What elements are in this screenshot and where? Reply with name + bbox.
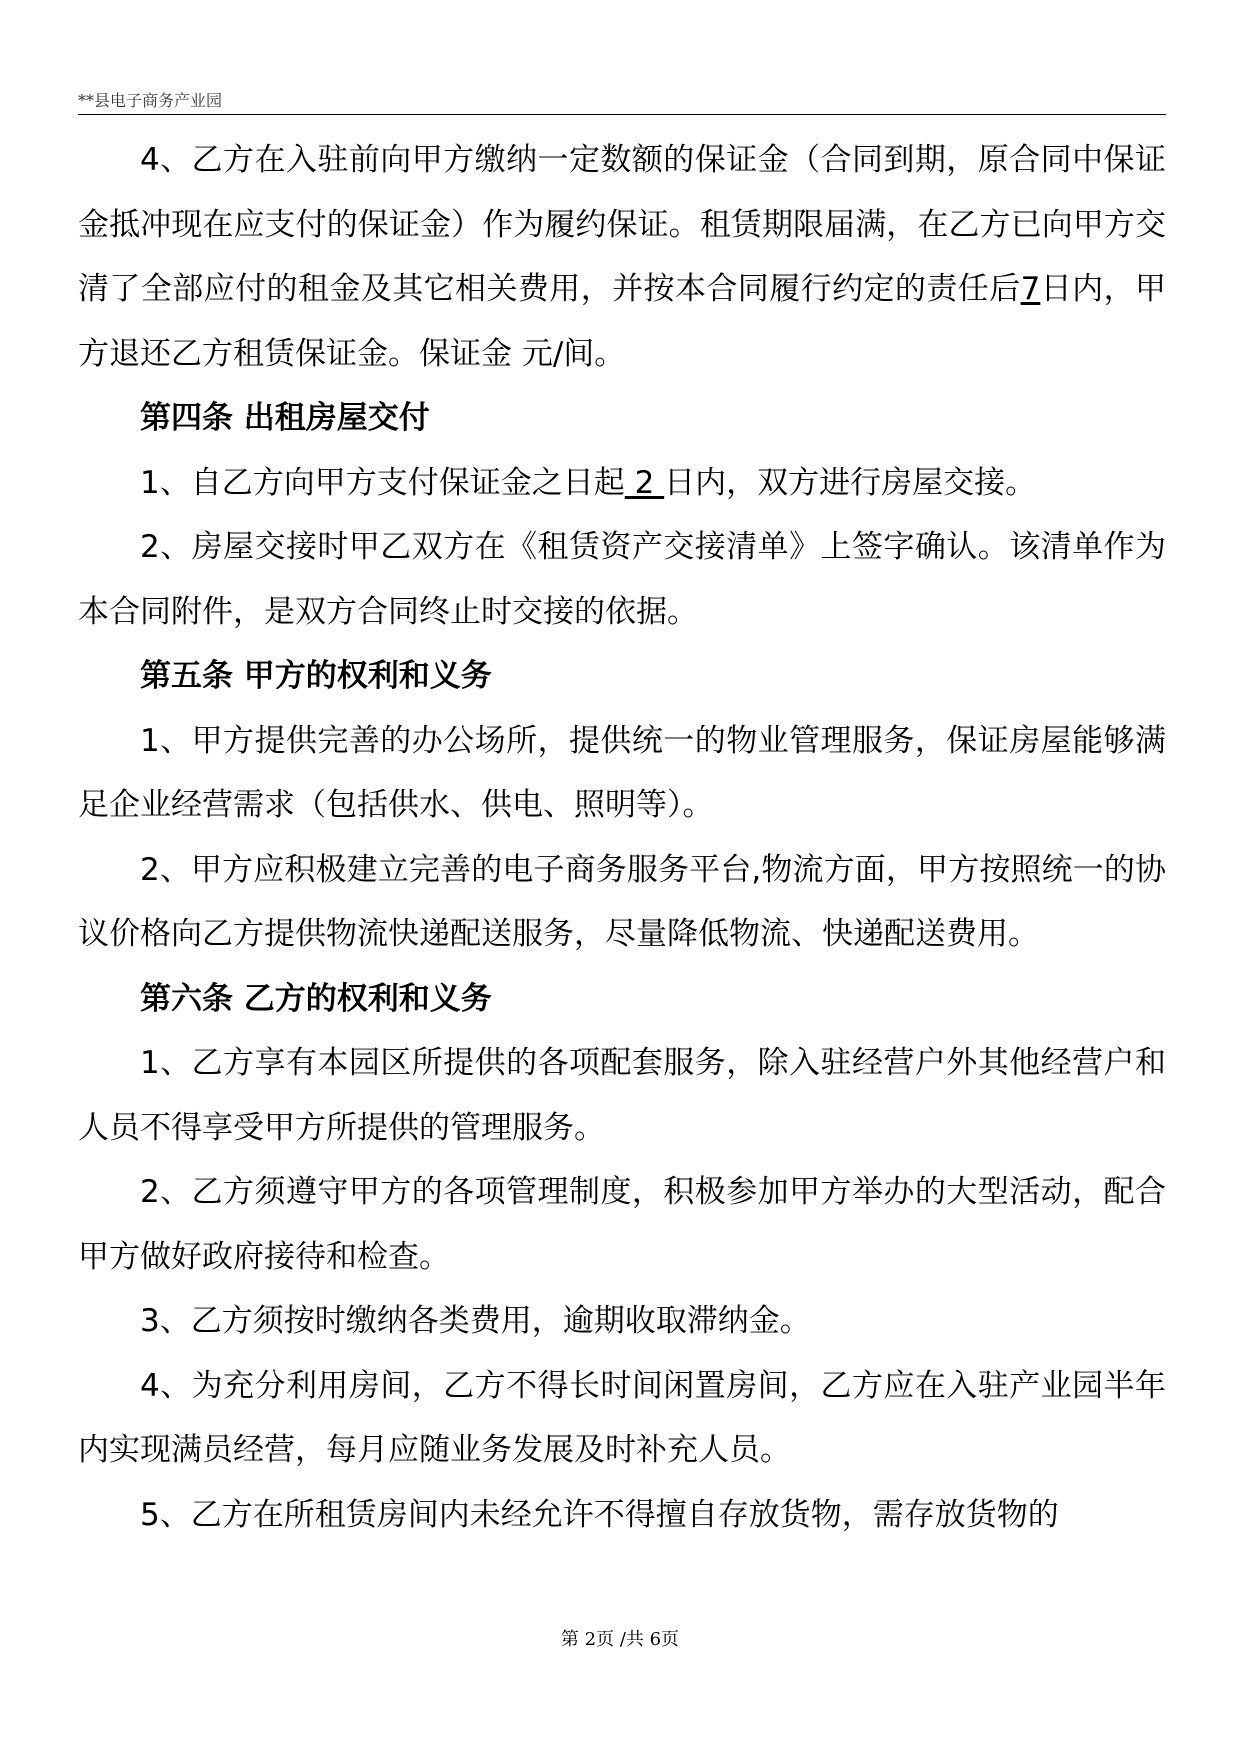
paragraph-6-4: 4、为充分利用房间，乙方不得长时间闲置房间，乙方应在入驻产业园半年内实现满员经营，每月应随业务发展及时补充人员。 xyxy=(78,1367,1166,1468)
paragraph-6-1: 1、乙方享有本园区所提供的各项配套服务，除入驻经营户外其他经营户和人员不得享受甲方所提供的管理服务。 xyxy=(78,1045,1166,1146)
paragraph-6-5: 5、乙方在所租赁房间内未经允许不得擅自存放货物，需存放货物的 xyxy=(140,1496,1059,1533)
header-divider xyxy=(78,114,1166,115)
page-number: 第 2页 /共 6页 xyxy=(560,1629,680,1650)
paragraph-5-1: 1、甲方提供完善的办公场所，提供统一的物业管理服务，保证房屋能够满足企业经营需求（包括供水、供电、照明等）。 xyxy=(78,722,1166,823)
paragraph-deposit-text-a: 4、乙方在入驻前向甲方缴纳一定数额的保证金（合同到期，原合同中保证金抵冲现在应支付的保证金）作为履约保证。租赁期限届满，在乙方已向甲方交清了全部应付的租金及其它相关费用，并按本合同履行约定的责任后 xyxy=(78,142,1166,307)
paragraph-6-2: 2、乙方须遵守甲方的各项管理制度，积极参加甲方举办的大型活动，配合甲方做好政府接待和检查。 xyxy=(78,1174,1166,1275)
deposit-refund-days: 7 xyxy=(1020,271,1041,307)
paragraph-4-1-text-b: 日内，双方进行房屋交接。 xyxy=(664,464,1037,501)
paragraph-4-1 xyxy=(78,451,1166,516)
paragraph-4-1-text-a: 1、自乙方向甲方支付保证金之日起 xyxy=(140,464,625,501)
article-6-heading: 第六条 乙方的权利和义务 xyxy=(140,980,492,1017)
document-body xyxy=(78,128,1166,1547)
paragraph-deposit xyxy=(78,128,1166,386)
article-4-heading: 第四条 出租房屋交付 xyxy=(140,400,430,436)
paragraph-6-3: 3、乙方须按时缴纳各类费用，逾期收取滞纳金。 xyxy=(140,1303,811,1339)
paragraph-4-2: 2、房屋交接时甲乙双方在《租赁资产交接清单》上签字确认。该清单作为本合同附件，是双方合同终止时交接的依据。 xyxy=(78,529,1166,630)
paragraph-5-2: 2、甲方应积极建立完善的电子商务服务平台,物流方面，甲方按照统一的协议价格向乙方提供物流快递配送服务，尽量降低物流、快递配送费用。 xyxy=(78,851,1166,952)
paragraph-deposit-text-b: 日内，甲方退还乙方租赁保证金。保证金 元/间。 xyxy=(78,271,1167,372)
article-5-heading: 第五条 甲方的权利和义务 xyxy=(140,658,492,694)
handover-days: 2 xyxy=(624,464,665,501)
running-header: **县电子商务产业园 xyxy=(78,91,223,110)
